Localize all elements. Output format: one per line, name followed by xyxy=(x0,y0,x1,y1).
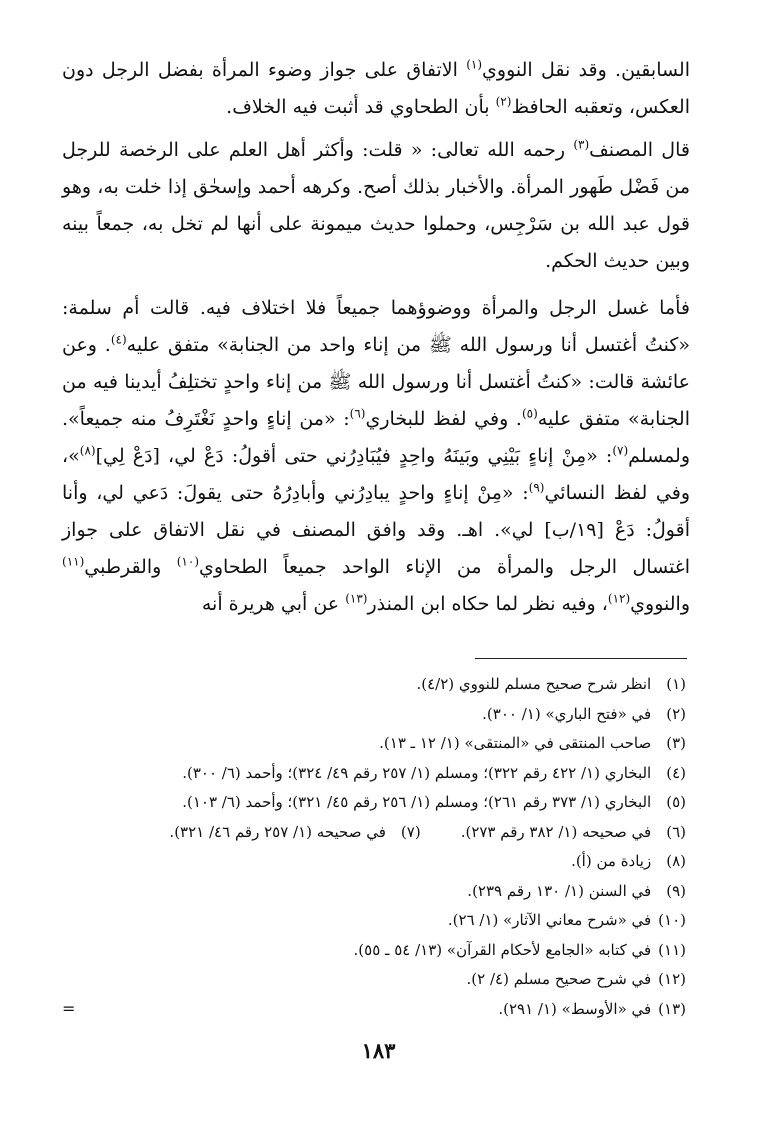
footnote-ref-5[interactable]: (٥) xyxy=(521,406,538,421)
paragraph-3 xyxy=(62,290,690,623)
p3-text-j: ، وفيه نظر لما حكاه ابن المنذر xyxy=(367,593,608,615)
footnote-5 xyxy=(70,788,686,818)
page-number: ١٨٣ xyxy=(361,1038,396,1063)
footnote-number: (١) xyxy=(666,675,686,693)
footnote-7 xyxy=(169,818,420,848)
footnote-text: انظر شرح صحيح مسلم للنووي (٤/٢). xyxy=(416,675,652,693)
footnote-ref-11[interactable]: (١١) xyxy=(62,554,85,569)
footnote-text: زيادة من (أ). xyxy=(571,852,652,870)
footnote-text: في صحيحه (١/ ٢٥٧ رقم ٤٦/ ٣٢١). xyxy=(169,822,386,841)
footnote-text: في شرح صحيح مسلم (٤/ ٢). xyxy=(466,970,652,988)
footnote-text: صاحب المنتقى في «المنتقى» (١/ ١٢ ـ ١٣). xyxy=(379,734,652,752)
footnote-ref-3[interactable]: (٣) xyxy=(573,137,590,152)
footnote-text: في «فتح الباري» (١/ ٣٠٠). xyxy=(482,704,652,723)
footnote-8 xyxy=(70,847,686,877)
footnote-ref-2[interactable]: (٢) xyxy=(495,94,512,109)
footnote-13 xyxy=(70,995,686,1025)
p3-text-g: : «مِنْ إناءٍ واحدٍ يبادِرُني وأبادِرُهُ حتى يقولَ: دَعي لي، وأنا أقولُ: دَعْ [١٩/ب] لي». اهـ. وقد وافق المصنف في نقل الاتفاق على جواز اغتسال الرجل والمرأة من الإناء الواحد جميعاً الطحاوي xyxy=(62,482,690,578)
footnote-11 xyxy=(70,936,686,966)
footnote-text: البخاري (١/ ٤٢٢ رقم ٣٢٢)؛ ومسلم (١/ ٢٥٧ رقم ٤٩/ ٣٢٤)؛ وأحمد (٦/ ٣٠٠). xyxy=(182,763,652,782)
p3-text-i: والنووي xyxy=(630,593,690,615)
footnote-number: (٧) xyxy=(400,822,421,841)
p3-text-e: : «مِنْ إناءٍ بَيْنِي وبَينَهُ واحِدٍ فيُبَادِرُني حتى أقولُ: دَعْ لي، [دَعْ لِي] xyxy=(95,445,613,467)
p1-text-c: بأن الطحاوي قد أثبت فيه الخلاف. xyxy=(226,96,496,118)
footnote-number: (٢) xyxy=(666,704,686,723)
footnote-number: (٤) xyxy=(666,763,686,782)
footnote-6-7-row xyxy=(70,818,686,848)
footnote-number: (٦) xyxy=(666,822,686,841)
footnote-ref-4[interactable]: (٤) xyxy=(110,332,127,347)
footnote-6 xyxy=(461,818,686,848)
p1-text-b: الاتفاق على جواز وضوء المرأة بفضل الرجل دون العكس، وتعقبه الحافظ xyxy=(62,59,690,118)
footnote-4 xyxy=(70,759,686,789)
footnote-text: البخاري (١/ ٣٧٣ رقم ٢٦١)؛ ومسلم (١/ ٢٥٦ رقم ٤٥/ ٣٢١)؛ وأحمد (٦/ ١٠٣). xyxy=(182,793,652,811)
footnote-ref-6[interactable]: (٦) xyxy=(349,406,366,421)
footnote-text: في كتابه «الجامع لأحكام القرآن» (١٣/ ٥٤ ـ ٥٥). xyxy=(353,940,652,959)
footnote-separator xyxy=(475,658,687,659)
footnote-number: (١١) xyxy=(658,940,686,959)
footnote-text: في «الأوسط» (١/ ٢٩١). xyxy=(498,999,652,1018)
footnote-text: في صحيحه (١/ ٣٨٢ رقم ٢٧٣). xyxy=(460,822,652,841)
footnote-number: (١٠) xyxy=(658,911,686,929)
footnote-number: (٨) xyxy=(666,852,686,870)
footnote-text: في «شرح معاني الآثار» (١/ ٢٦). xyxy=(447,911,652,929)
footnote-ref-12[interactable]: (١٢) xyxy=(607,591,631,606)
continuation-mark: = xyxy=(62,999,76,1018)
p3-text-k: عن أبي هريرة أنه xyxy=(201,593,346,615)
footnote-number: (٣) xyxy=(666,734,686,752)
footnote-number: (٩) xyxy=(666,881,686,900)
footnote-ref-13[interactable]: (١٣) xyxy=(345,591,368,606)
footnote-9 xyxy=(70,877,686,907)
p3-text-c: . وفي لفظ للبخاري xyxy=(365,408,522,430)
footnote-ref-8[interactable]: (٨) xyxy=(79,443,96,458)
paragraph-2-quote xyxy=(62,132,690,280)
footnote-12 xyxy=(70,965,686,995)
p3-text-d: : «من إناءٍ واحدٍ نَغْتَرِفُ منه جميعاً». ولمسلم xyxy=(62,408,690,467)
footnote-text: في السنن (١/ ١٣٠ رقم ٢٣٩). xyxy=(467,881,652,900)
p3-text-a: فأما غسل الرجل والمرأة ووضوؤهما جميعاً فلا اختلاف فيه. قالت أم سلمة: «كنتُ أغتسل أنا ورسول الله ﷺ من إناء واحد من الجنابة» متفق عليه xyxy=(62,297,690,356)
footnote-ref-1[interactable]: (١) xyxy=(466,57,483,72)
p3-text-f: »، وفي لفظ النسائي xyxy=(62,445,690,504)
p3-text-b: . وعن عائشة قالت: «كنتُ أغتسل أنا ورسول الله ﷺ من إناء واحدٍ تختلِفُ أيدينا فيه من الجنابة» متفق عليه xyxy=(62,334,690,430)
footnote-number: (١٣) xyxy=(658,999,686,1018)
footnote-10 xyxy=(70,906,686,936)
p3-text-h: والقرطبي xyxy=(84,556,177,578)
p1-text-a: السابقين. وقد نقل النووي xyxy=(482,59,690,81)
p2-text-a: قال المصنف xyxy=(589,139,690,161)
footnote-2 xyxy=(70,700,686,730)
paragraph-1 xyxy=(62,52,690,126)
footnotes xyxy=(70,670,686,1024)
footnote-number: (٥) xyxy=(666,793,686,811)
footnote-number: (١٢) xyxy=(658,970,686,988)
footnote-1 xyxy=(70,670,686,700)
footnote-ref-7[interactable]: (٧) xyxy=(612,443,629,458)
footnote-ref-9[interactable]: (٩) xyxy=(528,480,545,495)
footnote-ref-10[interactable]: (١٠) xyxy=(176,554,199,569)
footnote-3 xyxy=(70,729,686,759)
p2-text-b: رحمه الله تعالى: « قلت: وأكثر أهل العلم على الرخصة للرجل من فَضْل طَهور المرأة. والأخبار بذلك أصح. وكرهه أحمد وإسحٰق إذا خلت به، وهو قول عبد الله بن سَرْجِس، وحملوا حديث ميمونة على أنها لم تخل به، جمعاً بينه وبين حديث الحكم. xyxy=(62,139,690,272)
